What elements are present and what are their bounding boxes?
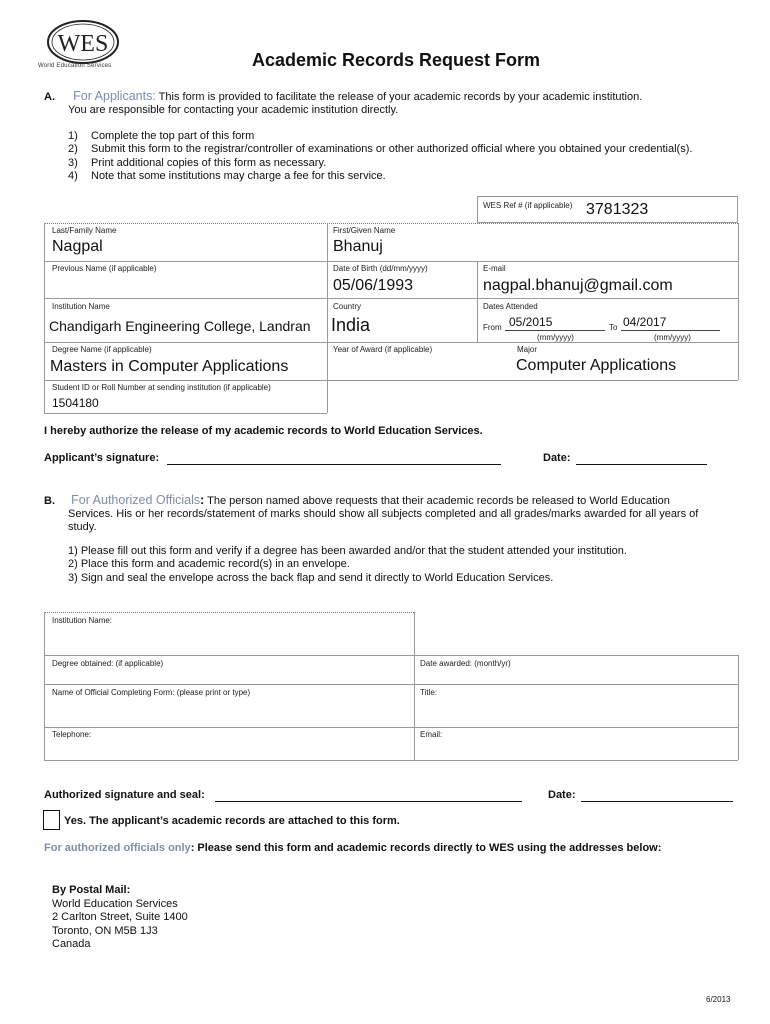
to-format-hint: (mm/yyyy) [654,333,691,342]
section-a-heading: For Applicants [73,89,153,103]
student-id-value[interactable]: 1504180 [52,396,99,410]
student-id-label: Student ID or Roll Number at sending institution (if applicable) [52,383,271,392]
section-a-letter: A. [44,91,55,103]
section-b-colon: : [200,493,205,507]
year-award-label: Year of Award (if applicable) [333,345,433,354]
step-item [68,157,692,170]
postal-line: 2 Carlton Street, Suite 1400 [52,911,188,923]
wes-logo-text: WES [57,31,109,57]
step-text: Print additional copies of this form as necessary. [91,156,327,169]
degree-value[interactable]: Masters in Computer Applications [50,358,289,375]
country-value[interactable]: India [331,315,371,335]
official-title-label: Title: [420,688,438,697]
official-institution-label: Institution Name: [52,616,113,625]
from-underline [505,330,605,331]
postal-line: World Education Services [52,897,178,910]
official-telephone-label: Telephone: [52,730,92,739]
grid-line [44,684,738,685]
applicant-date-line[interactable] [576,464,707,465]
section-b-intro-2: Services. His or her records/statement of marks should show all subjects completed and all grades/marks awarded for all years of [68,508,699,520]
wes-logo-subtitle: World Education Services [38,63,112,69]
grid-line [44,612,45,760]
postal-address [52,884,188,952]
institution-value[interactable]: Chandigarh Engineering College, Landran [49,318,311,334]
authorize-statement: I hereby authorize the release of my academic records to World Education Services. [44,425,483,437]
from-label: From [483,323,502,332]
section-b-intro [44,494,670,509]
step-item [68,170,692,183]
grid-line [44,342,738,343]
official-name-label: Name of Official Completing Form: (please print or type) [52,688,251,697]
grid-line [738,223,739,380]
step-item: 3) Sign and seal the envelope across the back flap and send it directly to World Education Services. [68,571,554,584]
from-value[interactable]: 05/2015 [509,315,553,329]
section-a-intro-2: You are responsible for contacting your academic institution directly. [68,104,399,116]
authorized-signature-label: Authorized signature and seal: [44,789,205,801]
applicant-signature-line[interactable] [167,464,501,465]
grid-top-line [44,223,738,224]
page-title: Academic Records Request Form [251,50,541,70]
grid-line [44,727,738,728]
grid-line [44,655,738,656]
section-a-colon: : [152,89,156,103]
section-a-steps [68,130,692,183]
to-value[interactable]: 04/2017 [623,315,667,329]
official-date-awarded-label: Date awarded: (month/yr) [420,659,511,668]
official-degree-label: Degree obtained: (if applicable) [52,659,164,668]
degree-label: Degree Name (if applicable) [52,345,152,354]
to-label: To [609,323,618,332]
grid-line [44,261,738,262]
grid-line [327,223,328,413]
section-a-intro [44,90,744,105]
grid-line [414,612,415,760]
section-b-steps [68,545,627,585]
grid-line [738,655,739,760]
step-text: Complete the top part of this form [91,130,255,142]
records-attached-checkbox[interactable] [43,810,60,830]
step-num: 3) [68,156,78,169]
grid-line [44,760,738,761]
first-name-value[interactable]: Bhanuj [333,238,383,255]
officials-only-note [44,842,661,854]
section-b-heading: For Authorized Officials [71,493,201,507]
last-name-label: Last/Family Name [52,226,117,235]
authorized-signature-line[interactable] [215,801,522,802]
step-num: 2) [68,143,78,156]
official-date-label: Date: [548,789,576,801]
officials-only-suffix: : Please send this form and academic records directly to WES using the addresses below: [190,842,662,854]
records-attached-label: Yes. The applicant’s academic records are attached to this form. [64,815,400,827]
applicant-date-label: Date: [543,452,571,464]
wes-ref-label: WES Ref # (if applicable) [483,201,573,210]
step-item: 1) Please fill out this form and verify if a degree has been awarded and/or that the student attended your institution. [68,545,627,557]
grid-line [44,380,738,381]
last-name-value[interactable]: Nagpal [52,238,103,255]
form-version: 6/2013 [706,995,731,1004]
official-email-label: Email: [420,730,443,739]
step-num: 4) [68,169,78,182]
official-date-line[interactable] [581,801,733,802]
applicant-signature-label: Applicant’s signature: [44,452,160,464]
step-item [68,130,692,143]
previous-name-label: Previous Name (if applicable) [52,264,157,273]
step-item [68,143,692,156]
grid-line [44,413,327,414]
dates-attended-label: Dates Attended [483,302,538,311]
first-name-label: First/Given Name [333,226,396,235]
from-format-hint: (mm/yyyy) [537,333,574,342]
wes-ref-value[interactable]: 3781323 [586,201,649,218]
dob-label: Date of Birth (dd/mm/yyyy) [333,264,428,273]
section-b-letter: B. [44,495,55,507]
postal-heading: By Postal Mail: [52,884,131,896]
officials-only-prefix: For authorized officials only [44,842,191,854]
grid-line [44,223,45,413]
email-value[interactable]: nagpal.bhanuj@gmail.com [483,277,673,294]
section-b-intro-1: The person named above requests that their academic records be released to World Education [204,495,670,507]
step-text: Submit this form to the registrar/controller of examinations or other authorized official where you obtained your credential(s). [91,143,693,156]
step-item: 2) Place this form and academic record(s) in an envelope. [68,558,350,571]
section-a-intro-1: This form is provided to facilitate the release of your academic records by your academic institution. [155,91,643,103]
grid-line [44,298,738,299]
grid-top-line [44,612,414,613]
postal-line: Toronto, ON M5B 1J3 [52,924,158,937]
step-text: Note that some institutions may charge a fee for this service. [91,169,386,182]
postal-line: Canada [52,938,91,950]
major-value[interactable]: Computer Applications [516,357,677,374]
to-underline [621,330,720,331]
section-b-intro-3: study. [68,521,97,533]
dob-value[interactable]: 05/06/1993 [333,277,414,294]
country-label: Country [333,302,362,311]
institution-label: Institution Name [52,302,110,311]
major-label: Major [517,345,538,354]
grid-line [477,261,478,342]
email-label: E-mail [483,264,506,273]
step-num: 1) [68,130,78,142]
